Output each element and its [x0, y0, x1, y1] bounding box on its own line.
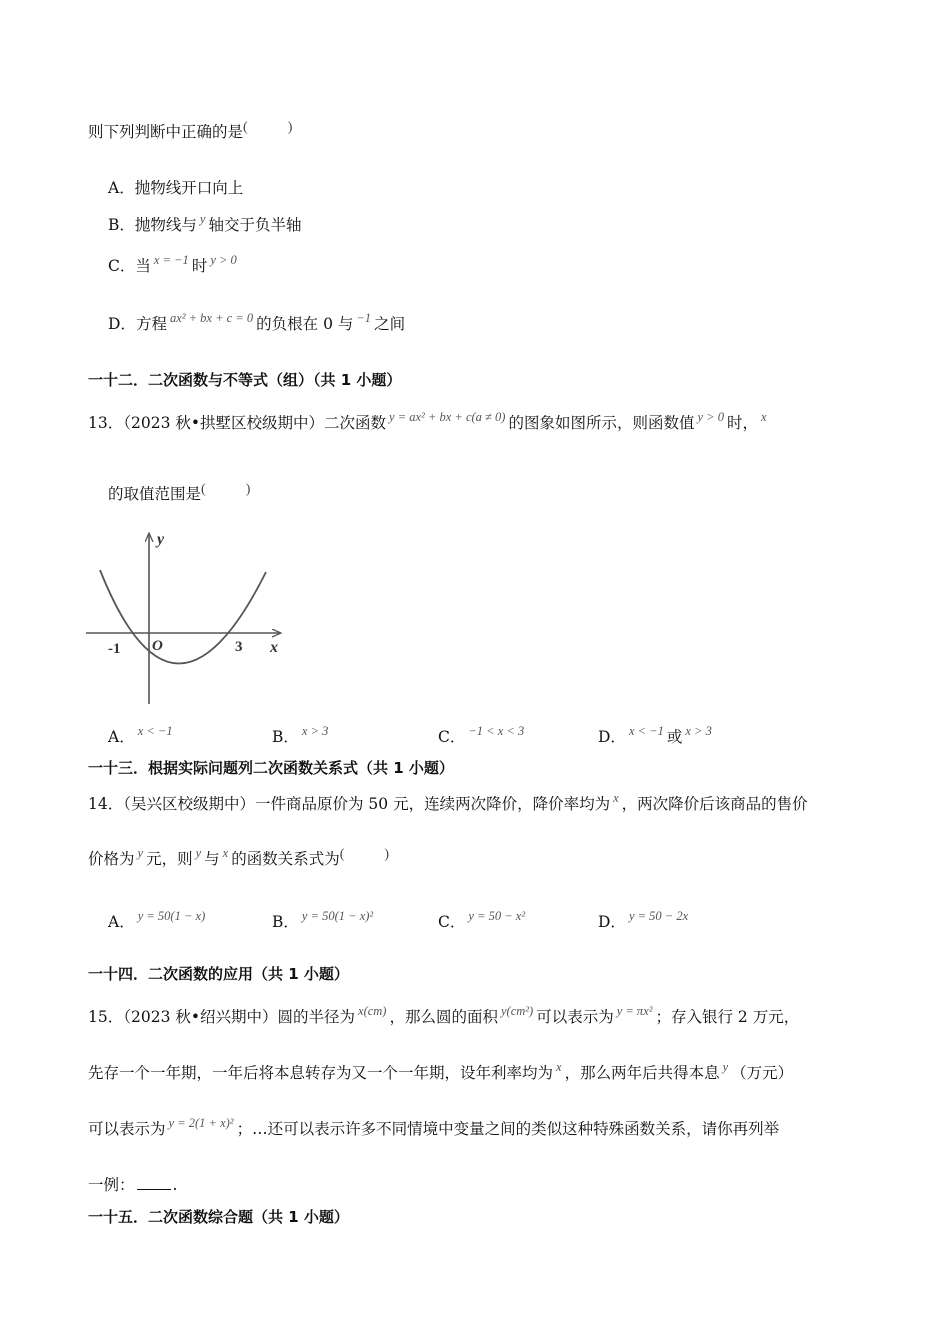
question-15-line2: 先存一个一年期，一年后将本息转存为又一个一年期，设年利率均为 $^x$ ，那么两年后共得本息 $^y$ （万元）: [88, 1060, 794, 1082]
q14-option-d: D． $^{y = 50 - 2x}$: [598, 909, 689, 931]
q14-option-b: B． $^{y = 50(1 - x)^2}$: [272, 909, 374, 931]
root-label-left: -1: [108, 641, 121, 657]
q13-option-b: B． $^{x > 3}$: [272, 724, 329, 746]
question-14: 14．（吴兴区校级期中）一件商品原价为 50 元，连续两次降价，降价率均为 $^x$ ，两次降价后该商品的售价: [88, 791, 808, 813]
section-heading-13: 一十三．根据实际问题列二次函数关系式（共 1 小题）: [88, 759, 454, 777]
y-axis-label: y: [157, 531, 165, 548]
root-label-right: 3: [235, 639, 243, 655]
q14-option-a: A． $^{y = 50(1 - x)}$: [108, 909, 206, 931]
question-prompt: 则下列判断中正确的是( ): [88, 120, 293, 141]
question-14-line2: 价格为 $^y$ 元，则 $^y$ 与 $^x$ 的函数关系式为( ): [88, 846, 390, 868]
question-15-line3: 可以表示为 $^{y = 2(1 + x)^2}$ ；…还可以表示许多不同情境中变量之间的类似这种特殊函数关系，请你再列举: [88, 1116, 780, 1138]
question-15: 15．（2023 秋•绍兴期中）圆的半径为 $^{x(cm)}$ ，那么圆的面积 $^{y(cm^2)}$ 可以表示为 $^{y = \pi x^2}$ ；存入银行 2 万元，: [88, 1004, 800, 1026]
q13-option-d: D． $^{x < -1}$ 或 $^{x > 3}$: [598, 724, 712, 746]
option-a: A．抛物线开口向上: [108, 179, 244, 197]
q13-option-c: C． $^{-1 < x < 3}$: [438, 724, 525, 746]
answer-paren-close: ): [287, 120, 293, 135]
question-13: 13．（2023 秋•拱墅区校级期中）二次函数 $^{y = ax^2 + bx + c(a \ne 0)}$ 的图象如图所示，则函数值 $^{y > 0}$ 时， $^x$: [88, 410, 767, 432]
option-d: D．方程 $^{ax^2 + bx + c = 0}$ 的负根在 0 与 $^{-1}$ 之间: [108, 311, 406, 333]
parabola-graph: [80, 522, 300, 712]
q13-option-a: A． $^{x < -1}$: [108, 724, 173, 746]
x-axis-label: x: [270, 639, 278, 656]
q14-option-c: C． $^{y = 50 - x^2}$: [438, 909, 526, 931]
question-13-line2: 的取值范围是( ): [108, 482, 251, 503]
section-heading-12: 一十二．二次函数与不等式（组）（共 1 小题）: [88, 371, 402, 389]
option-c: C．当 $^{x = -1}$ 时 $^{y > 0}$: [108, 253, 237, 275]
origin-label: O: [152, 638, 163, 654]
math-y: y: [199, 212, 206, 226]
question-15-line4: 一例： .: [88, 1176, 178, 1194]
section-heading-15: 一十五．二次函数综合题（共 1 小题）: [88, 1208, 349, 1226]
option-b: B．抛物线与 $^y$ 轴交于负半轴: [108, 212, 302, 234]
answer-blank[interactable]: [137, 1177, 171, 1190]
section-heading-14: 一十四．二次函数的应用（共 1 小题）: [88, 965, 349, 983]
answer-paren-open: (: [243, 120, 248, 135]
